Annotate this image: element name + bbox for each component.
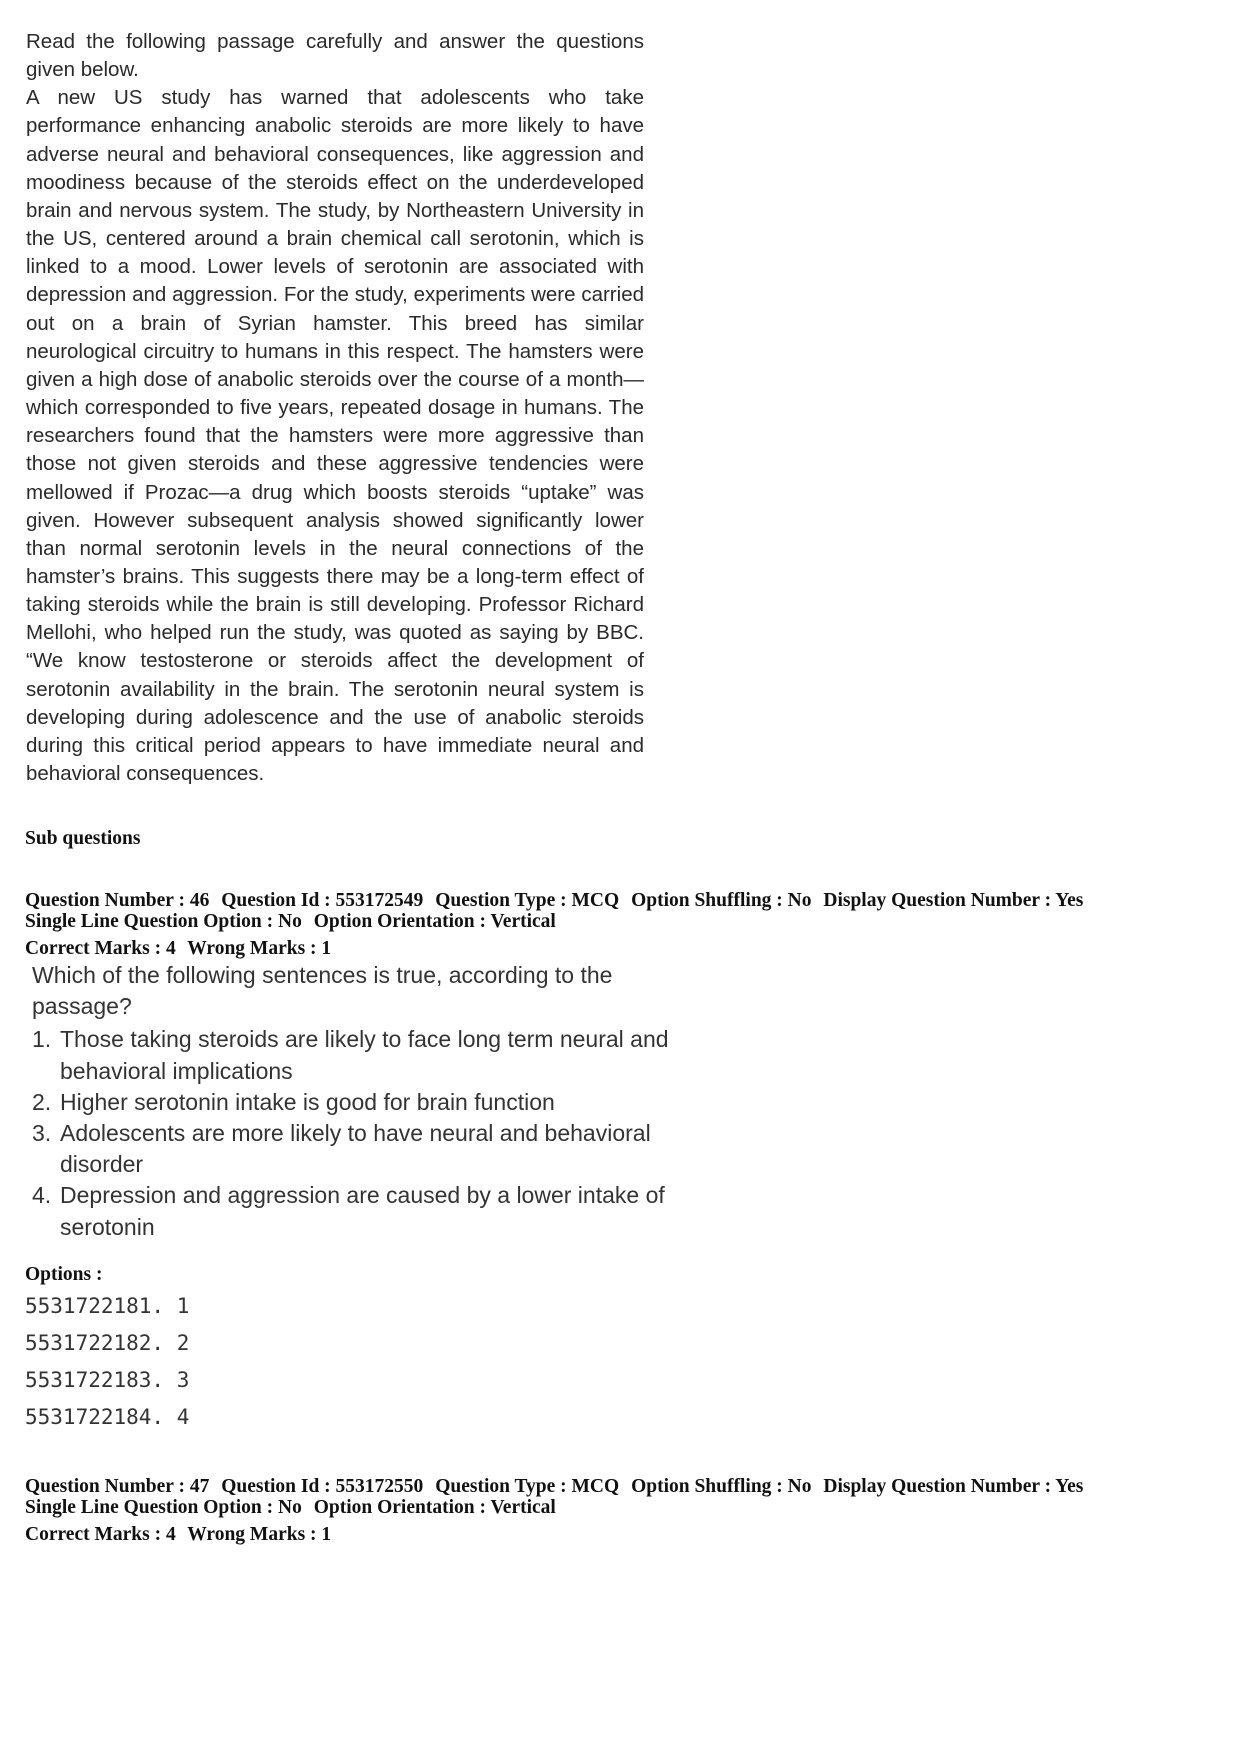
- question-46-text: [32, 960, 692, 1243]
- statement-number: 4.: [32, 1182, 52, 1209]
- statement-item: [32, 1180, 692, 1242]
- question-46-marks: [25, 938, 331, 959]
- options-label: Options :: [25, 1264, 103, 1285]
- display-question-number: Display Question Number : Yes: [823, 1476, 1084, 1497]
- question-id: Question Id : 553172550: [221, 1476, 424, 1497]
- display-question-number: Display Question Number : Yes: [823, 890, 1084, 911]
- statement-list: [32, 1024, 692, 1242]
- option-shuffling: Option Shuffling : No: [631, 1476, 812, 1497]
- correct-marks: Correct Marks : 4: [25, 1524, 176, 1545]
- statement-number: 2.: [32, 1088, 52, 1115]
- question-stem: Which of the following sentences is true, according to the passage?: [32, 962, 613, 1020]
- statement-number: 3.: [32, 1120, 52, 1147]
- passage-body: A new US study has warned that adolescents who take performance enhancing anabolic steroids are more likely to have adverse neural and behavioral consequences, like aggression and moodiness because of the steroids effect on the underdeveloped brain and nervous system. The study, by Northeastern University in the US, centered around a brain chemical call serotonin, which is linked to a mood. Lower levels of serotonin are associated with depression and aggression. For the study, experiments were carried out on a brain of Syrian hamster. This breed has similar neurological circuitry to humans in this respect. The hamsters were given a high dose of anabolic steroids over the course of a month—which corresponded to five years, repeated dosage in humans. The researchers found that the hamsters were more aggressive than those not given steroids and these aggressive tendencies were mellowed if Prozac—a drug which boosts steroids “uptake” was given. However subsequent analysis showed significantly lower than normal serotonin levels in the neural connections of the hamster’s brains. This suggests there may be a long-term effect of taking steroids while the brain is still developing. Professor Richard Mellohi, who helped run the study, was quoted as saying by BBC. “We know testosterone or steroids affect the development of serotonin availability in the brain. The serotonin neural system is developing during adolescence and the use of anabolic steroids during this critical period appears to have immediate neural and behavioral consequences.: [26, 86, 644, 786]
- wrong-marks: Wrong Marks : 1: [187, 938, 332, 959]
- statement-item: [32, 1024, 692, 1086]
- question-47-marks: [25, 1524, 331, 1545]
- question-type: Question Type : MCQ: [435, 1476, 620, 1497]
- single-line-question-option: Single Line Question Option : No: [25, 911, 302, 932]
- sub-questions-label: Sub questions: [25, 828, 141, 849]
- single-line-question-option: Single Line Question Option : No: [25, 1497, 302, 1518]
- statement-item: [32, 1087, 692, 1118]
- statement-text: Those taking steroids are likely to face long term neural and behavioral implications: [60, 1026, 669, 1084]
- statement-text: Adolescents are more likely to have neural and behavioral disorder: [60, 1120, 651, 1178]
- option-3[interactable]: 5531722183. 3: [25, 1368, 190, 1392]
- statement-item: [32, 1118, 692, 1180]
- statement-text: Higher serotonin intake is good for brain function: [60, 1088, 555, 1115]
- statement-number: 1.: [32, 1026, 52, 1053]
- question-47-meta-line2: [25, 1497, 556, 1518]
- option-orientation: Option Orientation : Vertical: [313, 1497, 556, 1518]
- option-shuffling: Option Shuffling : No: [631, 890, 812, 911]
- statement-text: Depression and aggression are caused by a lower intake of serotonin: [60, 1182, 665, 1240]
- option-2[interactable]: 5531722182. 2: [25, 1331, 190, 1355]
- passage-intro: Read the following passage carefully and answer the questions given below.: [26, 30, 644, 82]
- option-4[interactable]: 5531722184. 4: [25, 1405, 190, 1429]
- question-47-meta-line1: [25, 1476, 1083, 1497]
- question-number: Question Number : 47: [25, 1476, 210, 1497]
- question-46-meta-line2: [25, 911, 556, 932]
- question-id: Question Id : 553172549: [221, 890, 424, 911]
- question-46-meta-line1: [25, 890, 1083, 911]
- option-orientation: Option Orientation : Vertical: [313, 911, 556, 932]
- wrong-marks: Wrong Marks : 1: [187, 1524, 332, 1545]
- passage: [26, 28, 644, 788]
- option-1[interactable]: 5531722181. 1: [25, 1294, 190, 1318]
- question-number: Question Number : 46: [25, 890, 210, 911]
- question-type: Question Type : MCQ: [435, 890, 620, 911]
- correct-marks: Correct Marks : 4: [25, 938, 176, 959]
